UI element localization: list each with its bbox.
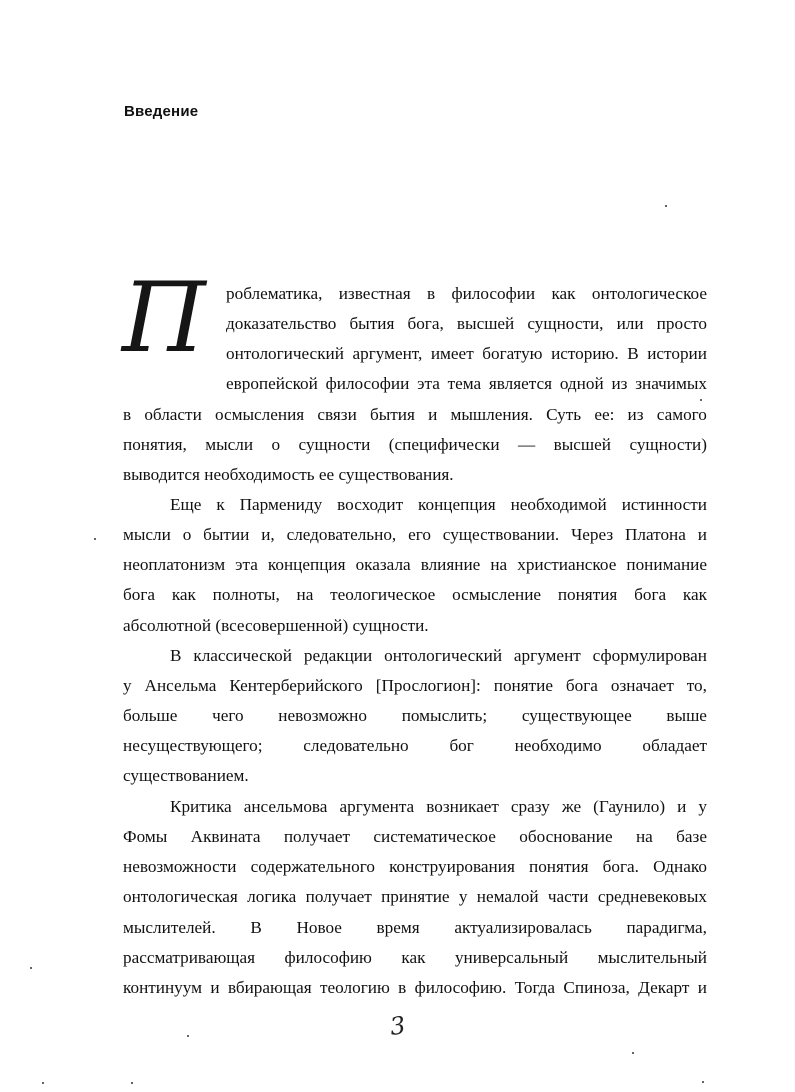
text-line: в области осмысления связи бытия и мышления. Суть ее: из самого — [123, 405, 707, 424]
text-line: больше чего невозможно помыслить; существующее выше — [123, 706, 707, 725]
text-line: бога как полноты, на теологическое осмысление понятия бога как — [123, 585, 707, 604]
scan-speck — [94, 538, 96, 540]
page-heading: Введение — [124, 103, 199, 120]
page-number: 3 — [388, 1011, 408, 1041]
scan-speck — [30, 967, 32, 969]
text-line: Фомы Аквината получает систематическое обоснование на базе — [123, 827, 707, 846]
text-line: В классической редакции онтологический аргумент сформулирован — [170, 646, 707, 665]
text-line: роблематика, известная в философии как онтологическое — [226, 284, 707, 303]
text-line: доказательство бытия бога, высшей сущности, или просто — [226, 314, 707, 333]
text-line: Еще к Пармениду восходит концепция необходимой истинности — [170, 495, 707, 514]
scan-speck — [632, 1052, 634, 1054]
text-line: рассматривающая философию как универсальный мыслительный — [123, 948, 707, 967]
text-line: абсолютной (всесовершенной) сущности. — [123, 616, 429, 635]
text-line: несуществующего; следовательно бог необходимо обладает — [123, 736, 707, 755]
scan-speck — [187, 1035, 189, 1037]
scan-speck — [131, 1082, 133, 1084]
text-line: неоплатонизм эта концепция оказала влияние на христианское понимание — [123, 555, 707, 574]
scan-speck — [702, 1081, 704, 1083]
text-line: европейской философии эта тема является одной из значимых — [226, 374, 707, 393]
scan-speck — [700, 399, 702, 401]
text-line: невозможности содержательного конструирования понятия бога. Однако — [123, 857, 707, 876]
text-line: Критика ансельмова аргумента возникает сразу же (Гаунило) и у — [170, 797, 707, 816]
drop-cap-letter: П — [122, 262, 206, 374]
text-line: онтологическая логика получает принятие у немалой части средневековых — [123, 887, 707, 906]
text-line: континуум и вбирающая теологию в философию. Тогда Спиноза, Декарт и — [123, 978, 707, 997]
text-line: у Ансельма Кентерберийского [Прослогион]: понятие бога означает то, — [123, 676, 707, 695]
text-line: мыслителей. В Новое время актуализировалась парадигма, — [123, 918, 707, 937]
text-line: понятия, мысли о сущности (специфически — высшей сущности) — [123, 435, 707, 454]
text-line: существованием. — [123, 766, 249, 785]
text-line: мысли о бытии и, следовательно, его существовании. Через Платона и — [123, 525, 707, 544]
scan-speck — [665, 205, 667, 207]
scan-speck — [42, 1082, 44, 1084]
text-line: онтологический аргумент, имеет богатую историю. В истории — [226, 344, 707, 363]
text-line: выводится необходимость ее существования. — [123, 465, 454, 484]
